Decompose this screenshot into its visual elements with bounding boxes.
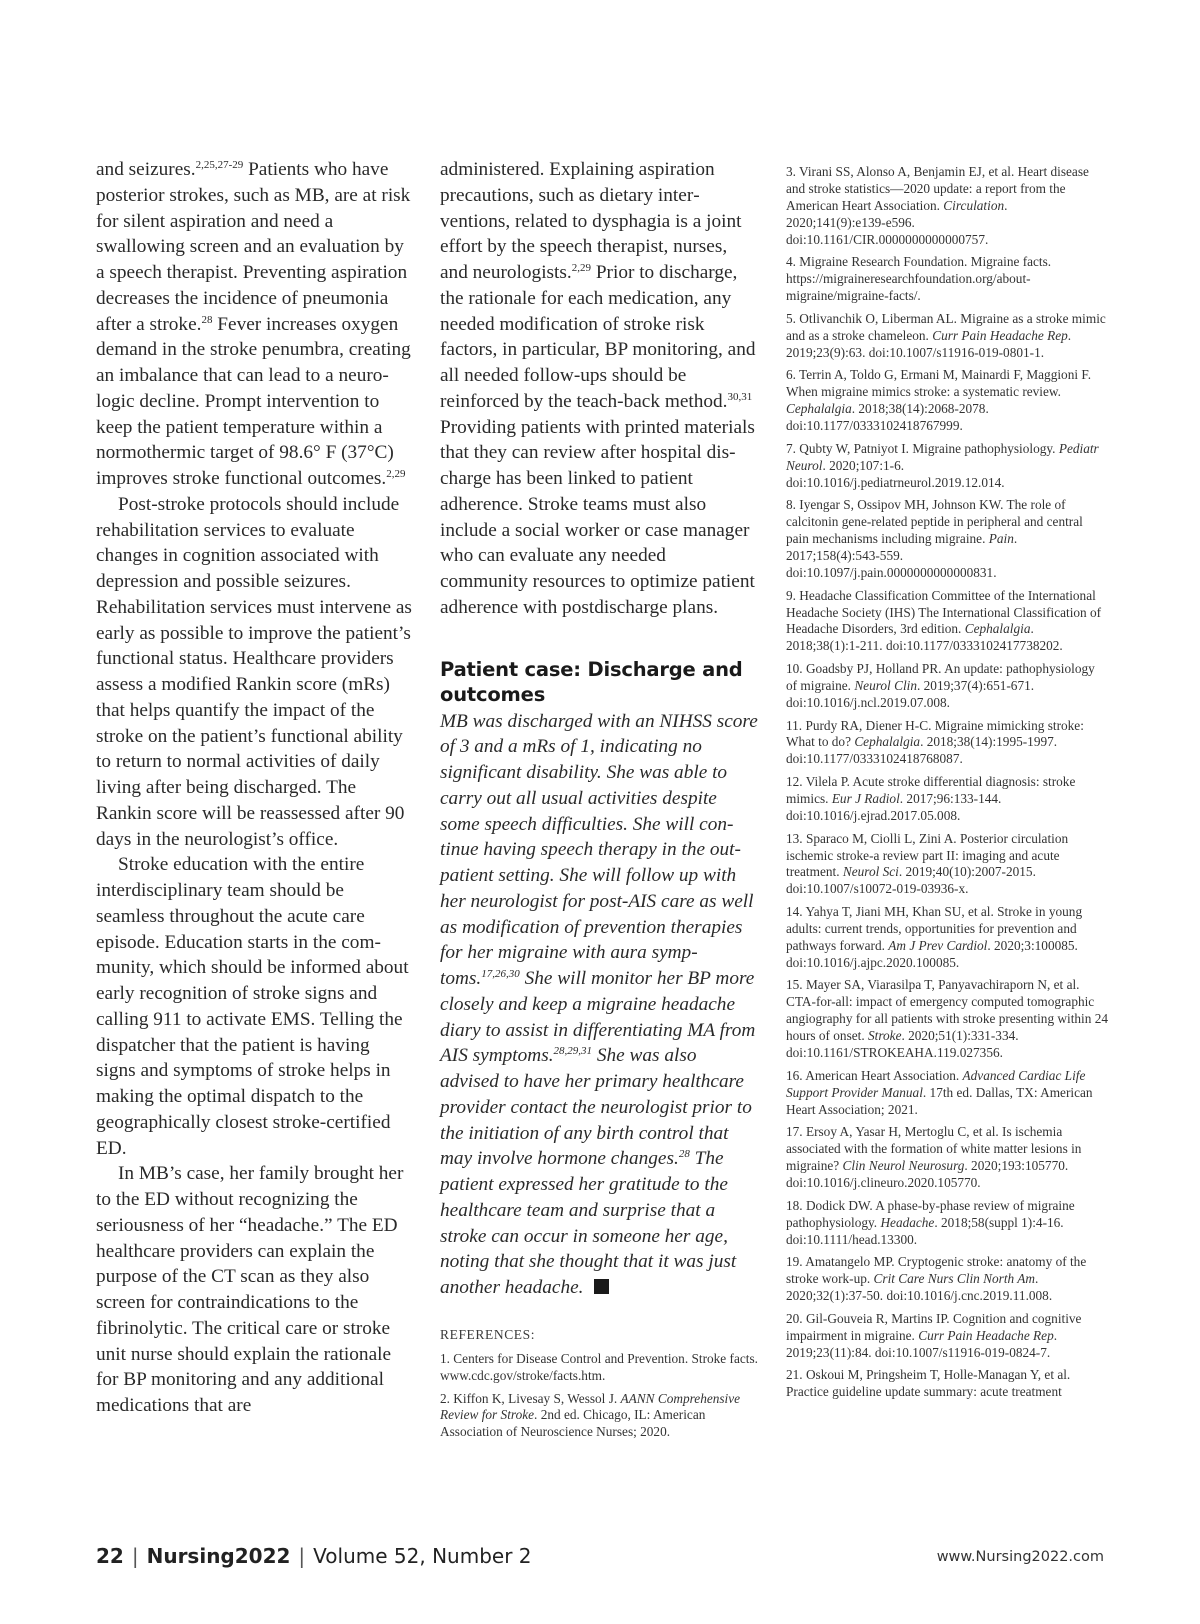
text-run: 14. Yahya T, Jiani MH, Khan SU, et al. Stroke in young adults: current trends, opportunities for prevention and pathways forward. xyxy=(786,904,1083,953)
text-run: . 2017;158(4):543-559. doi:10.1097/j.pain.0000000000000831. xyxy=(786,531,1018,580)
page-footer xyxy=(96,1544,532,1568)
text-run: . 2020;32(1):37-50. doi:10.1016/j.cnc.2019.11.008. xyxy=(786,1271,1053,1304)
citation-superscript: 28,29,31 xyxy=(553,1045,593,1058)
reference-item xyxy=(786,441,1108,492)
citation-superscript: 28 xyxy=(678,1148,690,1161)
reference-item xyxy=(786,1068,1108,1119)
text-run: 15. Mayer SA, Viarasilpa T, Panyavachiraporn N, et al. CTA-for-all: impact of emergency computed tomographic angiography for all patients with stroke presenting within 24 hours of onset. xyxy=(786,977,1109,1044)
text-run: 16. American Heart Association. xyxy=(786,1067,963,1083)
journal-title: Neurol Sci xyxy=(842,864,899,880)
citation-superscript: 28 xyxy=(201,313,213,326)
text-run: 13. Sparaco M, Ciolli L, Zini A. Posterior circulation ischemic stroke-a review part II: imaging and acute treatment. xyxy=(786,830,1069,880)
text-run: Fever increases oxygen demand in the stroke penumbra, creating an imbalance that can lead to a neurologic decline. Prompt intervention to keep the patient temperature within a normothermic target of 98.6° F (37°C) improves stroke functional outcomes. xyxy=(96,313,411,489)
text-run: 4. Migraine Research Foundation. Migraine facts. https://migraineresearchfoundation.org/about-migraine/migraine-facts/. xyxy=(786,254,1052,304)
text-run: 9. Headache Classification Committee of the International Headache Society (IHS) The International Classification of Headache Disorders, 3rd edition. xyxy=(786,587,1102,637)
journal-title: Pain xyxy=(988,531,1014,547)
journal-title: Crit Care Nurs Clin North Am xyxy=(873,1271,1035,1287)
reference-item xyxy=(786,774,1108,825)
text-run: 20. Gil-Gouveia R, Martins IP. Cognition and cognitive impairment in migraine. xyxy=(786,1310,1082,1343)
reference-item xyxy=(786,497,1108,582)
text-run: 21. Oskoui M, Pringsheim T, Holle-Managan Y, et al. Practice guideline update summary: acute treatment xyxy=(786,1367,1071,1400)
journal-title: Curr Pain Headache Rep xyxy=(918,1327,1054,1343)
reference-item xyxy=(786,1311,1108,1362)
journal-title: Pediatr Neurol xyxy=(786,440,1099,473)
text-run: She will monitor her BP more closely and keep a migraine headache diary to assist in differentiating MA from AIS symptoms. xyxy=(440,968,756,1067)
text-run: 17. Ersoy A, Yasar H, Mertoglu C, et al. Is ischemia associated with the formation of white matter lesions in migraine? xyxy=(786,1124,1082,1174)
reference-item xyxy=(440,1391,758,1442)
text-run: 6. Terrin A, Toldo G, Ermani M, Mainardi F, Maggioni F. When migraine mimics stroke: a systematic review. xyxy=(786,367,1092,400)
text-run: . 2020;51(1):331-334. doi:10.1161/STROKEAHA.119.027356. xyxy=(786,1028,1019,1061)
magazine-name: Nursing2022 xyxy=(146,1544,291,1568)
journal-title: Eur J Radiol xyxy=(831,790,900,806)
column-1 xyxy=(96,157,414,1419)
references-heading: REFERENCES: xyxy=(440,1326,536,1342)
text-run: . 2019;37(4):651-671. doi:10.1016/j.ncl.2019.07.008. xyxy=(786,677,1035,710)
text-run: . 2018;38(14):2068-2078. doi:10.1177/0333102418767999. xyxy=(786,401,989,434)
reference-item xyxy=(786,254,1108,305)
divider: | xyxy=(131,1544,139,1568)
text-run: . 2017;96:133-144. doi:10.1016/j.ejrad.2017.05.008. xyxy=(786,790,1002,823)
journal-title: Clin Neurol Neurosurg xyxy=(842,1158,965,1174)
journal-title: Cephalalgia xyxy=(964,621,1031,637)
text-run: 3. Virani SS, Alonso A, Benjamin EJ, et al. Heart disease and stroke statistics—2020 update: a report from the American Heart Association. xyxy=(786,164,1089,213)
text-run: 7. Qubty W, Patniyot I. Migraine pathophysiology. xyxy=(786,440,1059,456)
citation-superscript: 17,26,30 xyxy=(481,968,520,980)
journal-title: Circulation xyxy=(943,197,1005,213)
text-run: . 2019;23(11):84. doi:10.1007/s11916-019-0824-7. xyxy=(786,1327,1058,1360)
reference-item xyxy=(786,661,1108,712)
text-run: She was also advised to have her primary healthcare provider contact the neurologist prior to the initiation of any birth control that may involve hormone changes. xyxy=(440,1045,752,1170)
reference-item xyxy=(786,1367,1108,1401)
text-run: and seizures. xyxy=(96,159,196,180)
issue-info: Volume 52, Number 2 xyxy=(313,1544,532,1568)
body-paragraph xyxy=(96,157,414,492)
text-run: 5. Otlivanchik O, Liberman AL. Migraine as a stroke mimic and as a stroke chameleon. xyxy=(786,310,1106,343)
journal-title: Curr Pain Headache Rep xyxy=(932,327,1068,343)
reference-item xyxy=(786,367,1108,435)
column-2 xyxy=(440,157,758,1447)
citation-superscript: 2,29 xyxy=(571,262,591,274)
reference-item: 1. Centers for Disease Control and Prevention. Stroke facts. www.cdc.gov/stroke/facts.htm. xyxy=(440,1350,758,1383)
text-run: . 2020;193:105770. doi:10.1016/j.clineuro.2020.105770. xyxy=(786,1158,1069,1190)
citation-superscript: 2,25,27-29 xyxy=(195,159,244,171)
citation-superscript: 30,31 xyxy=(727,390,753,403)
text-run: MB was discharged with an NIHSS score of 3 and a mRs of 1, indicating no significant disability. She was able to carry out all usual activities despite some speech difficulties. She will continue having speech therapy in the outpatient setting. She will follow up with her neurologist for post-AIS care as well as modification of prevention therapies for her migraine with aura symptoms. xyxy=(440,710,758,989)
text-run: 2. Kiffon K, Livesay S, Wessol J. xyxy=(440,1390,621,1406)
journal-title: Headache xyxy=(880,1214,935,1230)
references-column xyxy=(786,164,1108,1407)
reference-item xyxy=(786,1198,1108,1249)
text-run: . 2020;107:1-6. doi:10.1016/j.pediatrneurol.2019.12.014. xyxy=(786,457,1005,490)
journal-title: Am J Prev Cardiol xyxy=(888,937,988,953)
journal-title: AANN Comprehensive Review for Stroke xyxy=(440,1390,741,1423)
reference-item xyxy=(786,588,1108,656)
reference-item xyxy=(786,164,1108,249)
reference-item xyxy=(786,831,1108,899)
body-paragraph: Post-stroke protocols should include rehabilitation services to evaluate changes in cognition associated with depression and possible seizures. Rehabilitation services must intervene as early as possible to improve the patient’s functional status. Healthcare providers assess a modified Rankin score (mRs) that helps quantify the impact of the stroke on the patient’s functional ability to return to normal activities of daily living after being discharged. The Rankin score will be reassessed after 90 days in the neurologist’s office. xyxy=(96,493,412,850)
text-run: 18. Dodick DW. A phase-by-phase review of migraine pathophysiology. xyxy=(786,1197,1075,1230)
reference-item xyxy=(786,1254,1108,1305)
text-run: Providing patients with printed materials that they can review after hospital discharge has been linked to patient adherence. Stroke teams must also include a social worker or case manager who can evaluate any needed community resources to optimize patient adherence with postdischarge plans. xyxy=(440,416,755,618)
section-heading: Patient case: Discharge and outcomes xyxy=(440,657,743,706)
text-run: . 2nd ed. Chicago, IL: American Association of Neuroscience Nurses; 2020. xyxy=(440,1407,706,1440)
patient-case-paragraph xyxy=(440,709,758,1301)
text-run: The patient expressed her gratitude to the healthcare team and surprise that a stroke can occur in someone her age, noting that she thought that it was just another headache. xyxy=(440,1148,737,1298)
website-link[interactable]: www.Nursing2022.com xyxy=(936,1549,1104,1565)
journal-title: Neurol Clin xyxy=(854,677,917,693)
reference-item xyxy=(786,718,1108,769)
divider: | xyxy=(298,1544,306,1568)
body-paragraph: In MB’s case, her family brought her to the ED without recognizing the seriousness of her “headache.” The ED healthcare providers can explain the purpose of the CT scan as they also screen for contraindications to the fibrinolytic. The critical care or stroke unit nurse should explain the rationale for BP monitoring and any additional medications that are xyxy=(96,1163,404,1416)
end-of-article-mark xyxy=(594,1279,609,1294)
text-run: Prior to discharge, the rationale for each medication, any needed modification of stroke risk factors, in particular, BP monitoring, and all needed follow-ups should be reinforced by the teach-back method. xyxy=(440,262,756,412)
text-run: . 2019;40(10):2007-2015. doi:10.1007/s10072-019-03936-x. xyxy=(786,864,1036,897)
journal-title: Cephalalgia xyxy=(854,734,921,750)
journal-title: Cephalalgia xyxy=(786,401,852,417)
text-run: 19. Amatangelo MP. Cryptogenic stroke: anatomy of the stroke work-up. xyxy=(786,1254,1087,1287)
text-run: . 2020;141(9):e139-e596. doi:10.1161/CIR.0000000000000757. xyxy=(786,197,1008,247)
body-paragraph xyxy=(440,157,758,621)
text-run: . 2018;58(suppl 1):4-16. doi:10.1111/head.13300. xyxy=(786,1214,1064,1247)
reference-item xyxy=(786,311,1108,362)
text-run: 11. Purdy RA, Diener H-C. Migraine mimicking stroke: What to do? xyxy=(786,717,1084,750)
reference-item xyxy=(786,1124,1108,1192)
text-run: Patients who have posterior strokes, such as MB, are at risk for silent aspiration and need a swallowing screen and an evaluation by a speech therapist. Preventing aspiration decreases the incidence of pneumonia after a stroke. xyxy=(96,159,411,335)
body-paragraph: Stroke education with the entire interdisciplinary team should be seamless throughout the acute care episode. Education starts in the community, which should be informed about early recognition of stroke signs and calling 911 to activate EMS. Telling the dispatcher that the patient is having signs and symptoms of stroke helps in making the optimal dispatch to the geographically closest stroke-certified ED. xyxy=(96,854,409,1159)
text-run: . 2018;38(1):1-211. doi:10.1177/0333102417738202. xyxy=(786,621,1063,654)
text-run: 12. Vilela P. Acute stroke differential diagnosis: stroke mimics. xyxy=(786,774,1076,806)
text-run: 10. Goadsby PJ, Holland PR. An update: pathophysiology of migraine. xyxy=(786,661,1095,693)
text-run: administered. Explaining aspiration precautions, such as dietary interventions, related to dysphagia is a joint effort by the speech therapist, nurses, and neurologists. xyxy=(440,159,742,283)
text-run: . 2020;3:100085. doi:10.1016/j.ajpc.2020.100085. xyxy=(786,937,1078,970)
citation-superscript: 2,29 xyxy=(386,468,406,480)
reference-item xyxy=(786,977,1108,1062)
text-run: 8. Iyengar S, Ossipov MH, Johnson KW. The role of calcitonin gene-related peptide in peripheral and central pain mechanisms including migraine. xyxy=(786,497,1083,547)
journal-title: Stroke xyxy=(868,1028,902,1044)
text-run: . 2019;23(9):63. doi:10.1007/s11916-019-0801-1. xyxy=(786,327,1072,360)
journal-title: Advanced Cardiac Life Support Provider Manual xyxy=(786,1067,1086,1100)
reference-item xyxy=(786,904,1108,972)
text-run: . 17th ed. Dallas, TX: American Heart Association; 2021. xyxy=(786,1084,1093,1117)
text-run: . 2018;38(14):1995-1997. doi:10.1177/0333102418768087. xyxy=(786,734,1058,767)
page-number: 22 xyxy=(96,1544,124,1568)
